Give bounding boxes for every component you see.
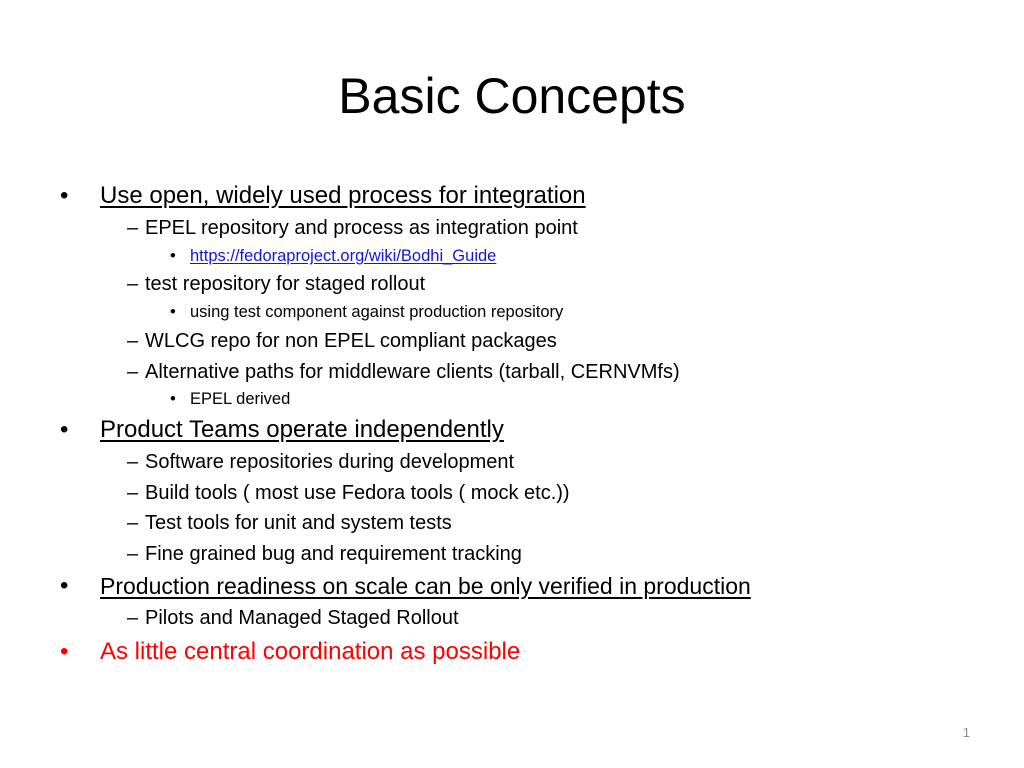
bullet-marker: • <box>60 416 69 443</box>
bullet-text-level3: using test component against production repository <box>190 303 564 321</box>
dash-marker: – <box>127 543 139 565</box>
bullet-text-level2: Build tools ( most use Fedora tools ( mock etc.)) <box>145 482 570 504</box>
bullet-marker: • <box>170 247 176 265</box>
page-number: 1 <box>962 725 970 740</box>
bullet-text-level2: Fine grained bug and requirement tracking <box>145 543 522 565</box>
bullet-text-level2: Software repositories during development <box>145 451 515 473</box>
bullet-text-level2: WLCG repo for non EPEL compliant packages <box>145 330 557 352</box>
bullet-text-level2: Pilots and Managed Staged Rollout <box>145 607 459 629</box>
bullet-marker: • <box>60 572 69 599</box>
dash-marker: – <box>127 330 139 352</box>
bullet-text-level3: EPEL derived <box>190 390 291 408</box>
dash-marker: – <box>127 273 139 295</box>
bullet-marker: • <box>60 638 69 665</box>
bullet-text-level2: EPEL repository and process as integration point <box>145 217 578 239</box>
dash-marker: – <box>127 361 139 383</box>
bodhi-guide-link[interactable]: https://fedoraproject.org/wiki/Bodhi_Guide <box>190 247 497 265</box>
bullet-marker: • <box>170 303 176 321</box>
bullet-text-level2: test repository for staged rollout <box>145 273 426 295</box>
dash-marker: – <box>127 217 139 239</box>
dash-marker: – <box>127 512 139 534</box>
bullet-text-level1: Use open, widely used process for integration <box>100 182 586 209</box>
bullet-text-level1: Production readiness on scale can be only verified in production <box>100 573 751 599</box>
bullet-marker: • <box>60 182 69 209</box>
slide-title: Basic Concepts <box>338 68 686 124</box>
bullet-text-level2: Test tools for unit and system tests <box>145 512 452 534</box>
bullet-text-level1-highlight: As little central coordination as possible <box>100 638 521 665</box>
bullet-text-level2: Alternative paths for middleware clients (tarball, CERNVMfs) <box>145 361 680 383</box>
bullet-marker: • <box>170 390 176 408</box>
bullet-text-level1: Product Teams operate independently <box>100 416 504 443</box>
dash-marker: – <box>127 607 139 629</box>
dash-marker: – <box>127 451 139 473</box>
dash-marker: – <box>127 482 139 504</box>
